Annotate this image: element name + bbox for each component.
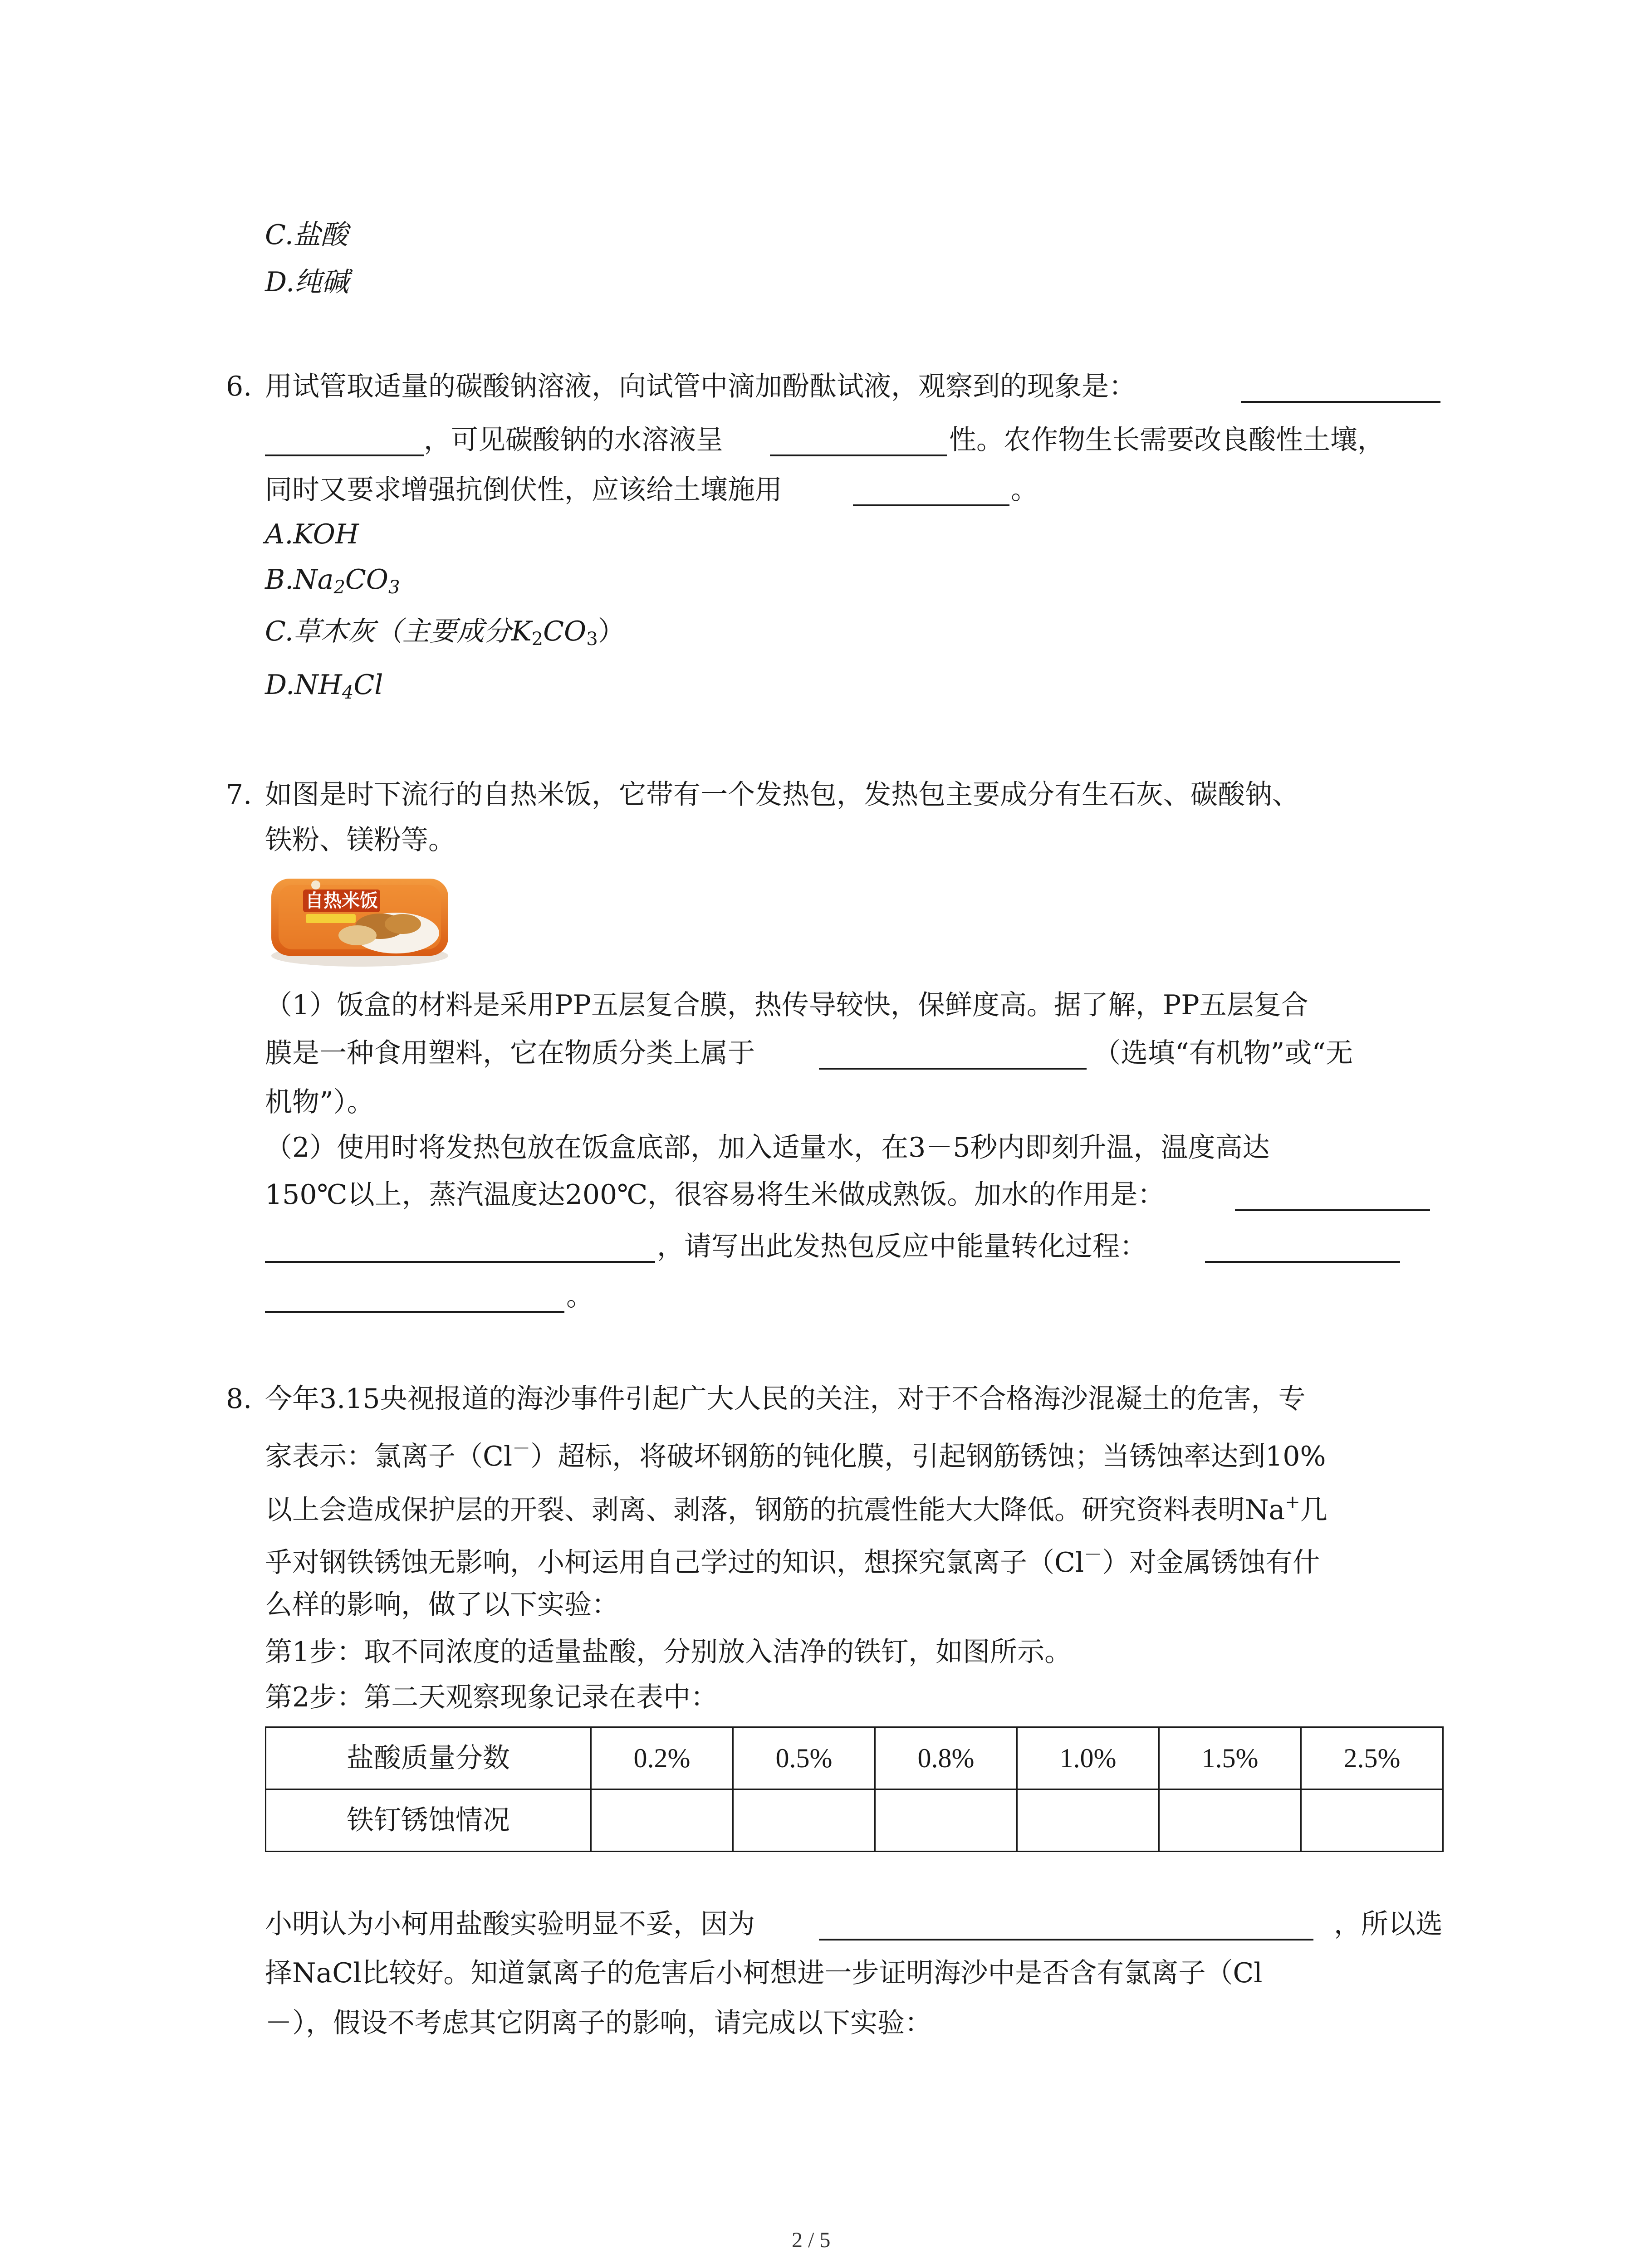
table-cell-value: 2.5% xyxy=(1301,1727,1443,1789)
q7-part1-line-1: （1）饭盒的材料是采用PP五层复合膜，热传导较快，保鲜度高。据了解，PP五层复合 xyxy=(265,989,1308,1021)
q8-answer-blank-1[interactable] xyxy=(819,1912,1313,1941)
table-cell-empty[interactable] xyxy=(1301,1789,1443,1852)
q5-option-c: C.盐酸 xyxy=(265,219,348,251)
page-number: 2 / 5 xyxy=(792,2228,831,2252)
q6-line-3: 同时又要求增强抗倒伏性，应该给土壤施用 xyxy=(265,474,782,506)
q7-part1-line-3: 机物”）。 xyxy=(265,1086,374,1118)
q6-option-c: C.草木灰（主要成分$K_2CO_3$） xyxy=(265,616,625,650)
q6-line-2a: ，可见碳酸钠的水溶液呈 xyxy=(424,424,723,456)
q7-part2-line-3: ，请写出此发热包反应中能量转化过程： xyxy=(657,1231,1147,1262)
q8-after-line-1a: 小明认为小柯用盐酸实验明显不妥，因为 xyxy=(265,1908,755,1940)
table-header-rust: 铁钉锈蚀情况 xyxy=(266,1789,591,1852)
q7-line-1: 如图是时下流行的自热米饭，它带有一个发热包，发热包主要成分有生石灰、碳酸钠、 xyxy=(265,779,1299,811)
q7-part1-line-2b: （选填“有机物”或“无 xyxy=(1093,1037,1353,1069)
q6-line-2b: 性。农作物生长需要改良酸性土壤， xyxy=(949,424,1385,456)
q6-line-1: 用试管取适量的碳酸钠溶液，向试管中滴加酚酞试液，观察到的现象是： xyxy=(265,371,1136,402)
q8-line-2: 家表示：氯离子（Cl－）超标，将破坏钢筋的钝化膜，引起钢筋锈蚀；当锈蚀率达到10% xyxy=(265,1438,1326,1472)
q8-step-2: 第2步：第二天观察现象记录在表中： xyxy=(265,1681,718,1713)
table-cell-value: 1.5% xyxy=(1159,1727,1301,1789)
table-cell-empty[interactable] xyxy=(733,1789,875,1852)
table-cell-value: 0.5% xyxy=(733,1727,875,1789)
table-cell-empty[interactable] xyxy=(591,1789,733,1852)
q7-part2-line-4-end: 。 xyxy=(566,1281,593,1312)
q8-number: 8. xyxy=(226,1383,252,1415)
q8-line-1: 今年3.15央视报道的海沙事件引起广大人民的关注，对于不合格海沙混凝土的危害，专 xyxy=(265,1383,1306,1415)
q7-part1-line-2a: 膜是一种食用塑料，它在物质分类上属于 xyxy=(265,1037,755,1069)
q7-answer-blank-2-cont[interactable] xyxy=(265,1235,655,1263)
q8-after-line-1b: ，所以选 xyxy=(1334,1908,1443,1940)
q6-answer-blank-2[interactable] xyxy=(770,428,947,456)
table-cell-empty[interactable] xyxy=(875,1789,1017,1852)
svg-text:自热米饭: 自热米饭 xyxy=(305,890,378,911)
q6-option-b: $B.Na_2CO_3$ xyxy=(265,564,400,598)
q8-after-line-3: －），假设不考虑其它阴离子的影响，请完成以下实验： xyxy=(265,2007,932,2039)
table-cell-value: 0.8% xyxy=(875,1727,1017,1789)
q7-answer-blank-3[interactable] xyxy=(1205,1235,1400,1263)
self-heating-rice-image xyxy=(267,870,453,969)
table-cell-empty[interactable] xyxy=(1159,1789,1301,1852)
q8-line-5: 么样的影响，做了以下实验： xyxy=(265,1589,619,1621)
q8-after-line-2: 择NaCl比较好。知道氯离子的危害后小柯想进一步证明海沙中是否含有氯离子（Cl xyxy=(265,1957,1263,1989)
q7-part2-line-2: 150℃以上，蒸汽温度达200℃，很容易将生米做成熟饭。加水的作用是： xyxy=(265,1179,1165,1211)
q6-option-a: A.KOH xyxy=(265,518,359,550)
q8-line-3: 以上会造成保护层的开裂、剥离、剥落，钢筋的抗震性能大大降低。研究资料表明Na+几 xyxy=(265,1492,1327,1526)
q7-line-2: 铁粉、镁粉等。 xyxy=(265,824,456,856)
table-row xyxy=(266,1727,1443,1789)
table-cell-value: 1.0% xyxy=(1017,1727,1159,1789)
table-row xyxy=(266,1789,1443,1852)
q6-number: 6. xyxy=(226,371,252,402)
q7-answer-blank-3-cont[interactable] xyxy=(265,1285,564,1313)
table-cell-value: 0.2% xyxy=(591,1727,733,1789)
q5-option-d: D.纯碱 xyxy=(265,266,349,298)
table-cell-empty[interactable] xyxy=(1017,1789,1159,1852)
q8-observation-table xyxy=(265,1726,1444,1852)
q6-line-3-end: 。 xyxy=(1011,474,1038,506)
q6-answer-blank-3[interactable] xyxy=(853,478,1009,506)
q7-answer-blank-1[interactable] xyxy=(819,1041,1087,1070)
q6-answer-blank-1-cont[interactable] xyxy=(265,428,424,456)
table-header-concentration: 盐酸质量分数 xyxy=(266,1727,591,1789)
q6-option-d: $D.NH_4Cl$ xyxy=(265,669,383,703)
q6-answer-blank-1[interactable] xyxy=(1241,375,1440,403)
q7-number: 7. xyxy=(226,779,252,811)
q8-step-1: 第1步：取不同浓度的适量盐酸，分别放入洁净的铁钉，如图所示。 xyxy=(265,1636,1072,1668)
q7-answer-blank-2[interactable] xyxy=(1235,1183,1430,1211)
q8-line-4: 乎对钢铁锈蚀无影响，小柯运用自己学过的知识，想探究氯离子（Cl－）对金属锈蚀有什 xyxy=(265,1545,1320,1579)
q7-part2-line-1: （2）使用时将发热包放在饭盒底部，加入适量水，在3－5秒内即刻升温，温度高达 xyxy=(265,1132,1270,1163)
